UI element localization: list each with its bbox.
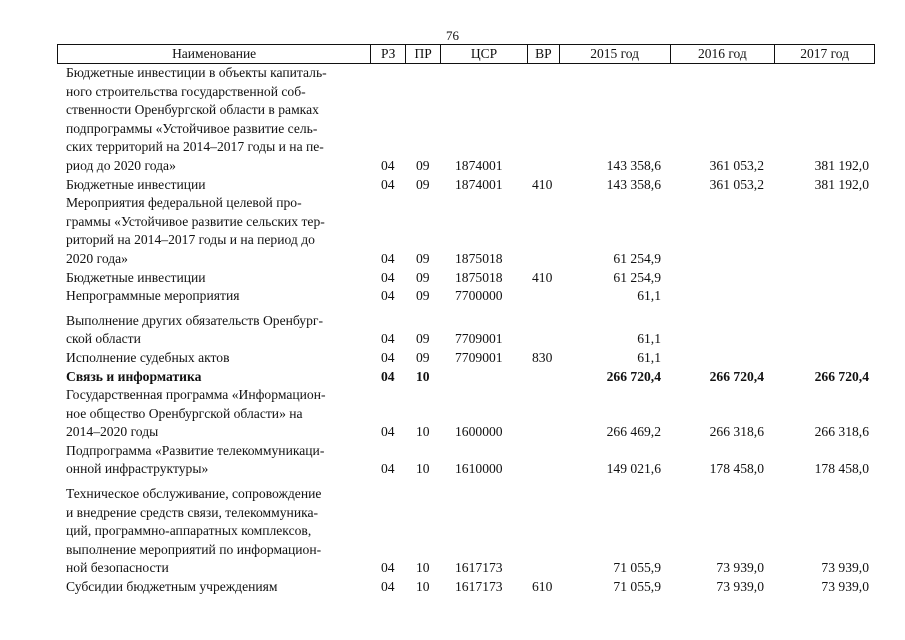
row-csr: 1875018 — [455, 269, 503, 285]
row-value-2015: 266 720,4 — [606, 368, 661, 384]
row-value-2015: 71 055,9 — [613, 579, 661, 595]
table-row — [57, 578, 875, 597]
row-value-2015: 71 055,9 — [613, 560, 661, 576]
header-name: Наименование — [58, 45, 371, 63]
row-value-2016: 73 939,0 — [716, 579, 764, 595]
row-value-2015: 266 469,2 — [606, 424, 661, 440]
row-value-2015: 61 254,9 — [613, 269, 661, 285]
row-name: Государственная программа «Информацион- ное общество Оренбургской области» на 2014–2020 годы — [66, 387, 326, 440]
table-body — [57, 64, 875, 597]
row-name: Бюджетные инвестиции — [66, 269, 206, 285]
header-rz: РЗ — [371, 45, 406, 63]
row-rz: 04 — [381, 250, 395, 266]
row-value-2017: 266 720,4 — [814, 368, 869, 384]
row-value-2016: 361 053,2 — [709, 157, 764, 173]
row-value-2015: 61 254,9 — [613, 250, 661, 266]
table-row — [57, 442, 875, 479]
row-rz: 04 — [381, 349, 395, 365]
row-name: Субсидии бюджетным учреждениям — [66, 579, 278, 595]
row-rz: 04 — [381, 424, 395, 440]
row-csr: 7700000 — [455, 288, 503, 304]
header-2016: 2016 год — [671, 45, 776, 63]
row-pr: 10 — [416, 560, 430, 576]
table-row — [57, 194, 875, 268]
table-row — [57, 312, 875, 349]
header-2017: 2017 год — [800, 46, 850, 61]
row-value-2016: 266 720,4 — [709, 368, 764, 384]
row-rz: 04 — [381, 288, 395, 304]
row-pr: 09 — [416, 269, 430, 285]
table-header — [57, 44, 875, 64]
row-pr: 09 — [416, 157, 430, 173]
row-pr: 09 — [416, 288, 430, 304]
row-value-2016: 266 318,6 — [709, 424, 764, 440]
table-row — [57, 269, 875, 288]
row-pr: 09 — [416, 250, 430, 266]
header-2015: 2015 год — [560, 45, 671, 63]
row-name: Бюджетные инвестиции в объекты капиталь- ного строительства государственной соб- ственности Оренбургской области в рамках подпрограммы «Устойчивое развитие сель- ских территорий на 2014–2017 годы и на пе- риод до 2020 года» — [66, 65, 327, 173]
header-csr: ЦСР — [441, 45, 528, 63]
row-rz: 04 — [381, 157, 395, 173]
row-value-2016: 178 458,0 — [709, 461, 764, 477]
table-row — [57, 368, 875, 387]
table-row — [57, 287, 875, 306]
row-name: Выполнение других обязательств Оренбург- ской области — [66, 312, 323, 347]
row-csr: 1874001 — [455, 176, 503, 192]
row-pr: 09 — [416, 176, 430, 192]
row-pr: 10 — [416, 368, 430, 384]
table-row — [57, 485, 875, 578]
row-rz: 04 — [381, 331, 395, 347]
row-pr: 10 — [416, 461, 430, 477]
row-value-2015: 61,1 — [637, 349, 661, 365]
row-rz: 04 — [381, 176, 395, 192]
row-value-2016: 73 939,0 — [716, 560, 764, 576]
table-row — [57, 176, 875, 195]
row-value-2017: 73 939,0 — [821, 560, 869, 576]
row-pr: 10 — [416, 424, 430, 440]
row-rz: 04 — [381, 560, 395, 576]
row-vr: 410 — [532, 269, 553, 285]
row-csr: 1875018 — [455, 250, 503, 266]
row-name: Непрограммные мероприятия — [66, 288, 240, 304]
row-name: Связь и информатика — [66, 368, 202, 384]
row-vr: 830 — [532, 349, 553, 365]
row-value-2017: 381 192,0 — [814, 176, 869, 192]
row-name: Исполнение судебных актов — [66, 349, 230, 365]
row-csr: 7709001 — [455, 349, 503, 365]
row-value-2017: 266 318,6 — [814, 424, 869, 440]
row-csr: 7709001 — [455, 331, 503, 347]
row-name: Техническое обслуживание, сопровождение и внедрение средств связи, телекоммуника- ций, программно-аппаратных комплексов, выполнение мероприятий по информацион- ной безопасности — [66, 486, 322, 576]
header-vr: ВР — [528, 45, 560, 63]
row-pr: 09 — [416, 349, 430, 365]
row-rz: 04 — [381, 461, 395, 477]
row-value-2017: 381 192,0 — [814, 157, 869, 173]
row-value-2016: 361 053,2 — [709, 176, 764, 192]
row-value-2017: 178 458,0 — [814, 461, 869, 477]
row-csr: 1617173 — [455, 579, 503, 595]
table-row — [57, 349, 875, 368]
row-value-2017: 73 939,0 — [821, 579, 869, 595]
row-csr: 1600000 — [455, 424, 503, 440]
row-rz: 04 — [381, 579, 395, 595]
row-pr: 09 — [416, 331, 430, 347]
row-csr: 1610000 — [455, 461, 503, 477]
header-pr: ПР — [406, 45, 441, 63]
table-row — [57, 64, 875, 176]
row-value-2015: 143 358,6 — [606, 176, 661, 192]
page-number: 76 — [446, 28, 459, 43]
table-row — [57, 386, 875, 442]
row-value-2015: 61,1 — [637, 331, 661, 347]
row-name: Подпрограмма «Развитие телекоммуникаци- онной инфраструктуры» — [66, 442, 325, 477]
row-value-2015: 143 358,6 — [606, 157, 661, 173]
row-name: Мероприятия федеральной целевой про- граммы «Устойчивое развитие сельских тер- риторий на 2014–2017 годы и на период до 2020 года» — [66, 195, 325, 266]
row-rz: 04 — [381, 368, 395, 384]
row-csr: 1874001 — [455, 157, 503, 173]
row-value-2015: 61,1 — [637, 288, 661, 304]
row-csr: 1617173 — [455, 560, 503, 576]
row-name: Бюджетные инвестиции — [66, 176, 206, 192]
row-value-2015: 149 021,6 — [606, 461, 661, 477]
row-rz: 04 — [381, 269, 395, 285]
row-pr: 10 — [416, 579, 430, 595]
row-vr: 410 — [532, 176, 553, 192]
row-vr: 610 — [532, 579, 553, 595]
